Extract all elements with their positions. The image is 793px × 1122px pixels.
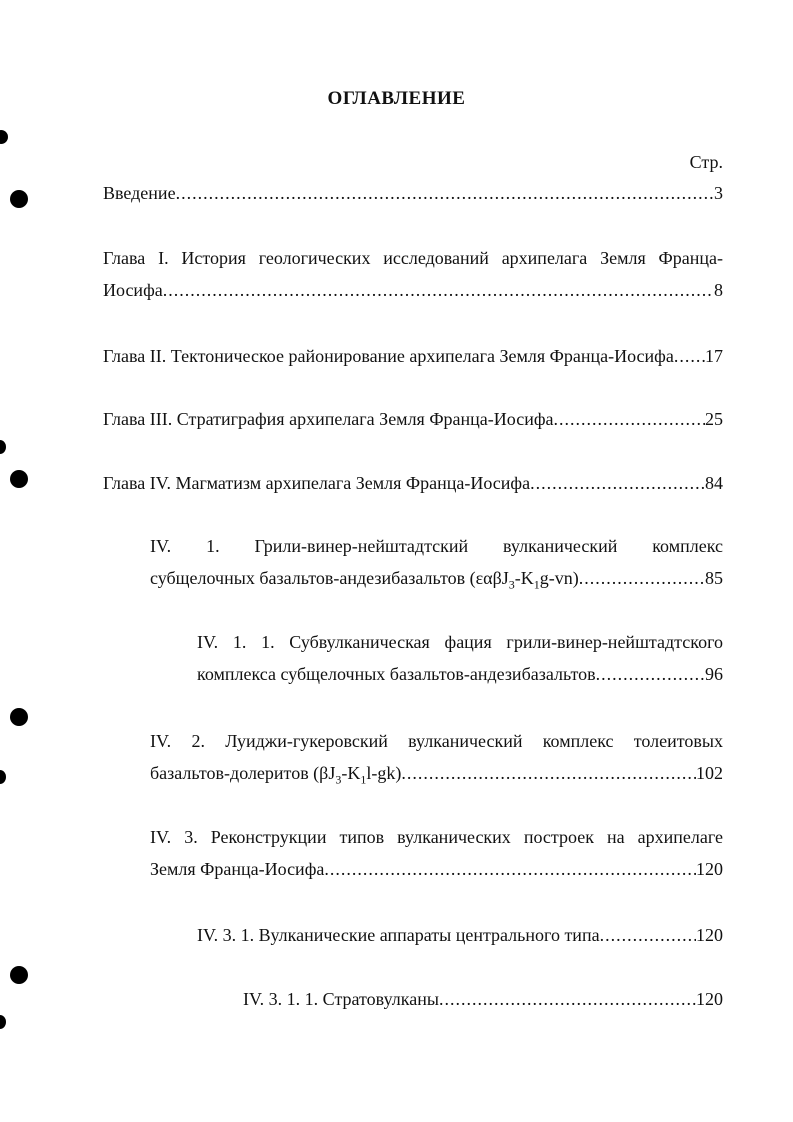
toc-entry-chapter-1[interactable] bbox=[103, 242, 723, 306]
binder-hole bbox=[10, 708, 28, 726]
page-number: 96 bbox=[705, 664, 723, 684]
page-number: 25 bbox=[705, 409, 723, 429]
toc-entry-section-4-1[interactable] bbox=[150, 530, 723, 594]
binder-hole bbox=[0, 770, 6, 784]
entry-text: Глава IV. Магматизм архипелага Земля Франца-Иосифа bbox=[103, 473, 531, 493]
entry-text: IV. 2. Луиджи-гукеровский вулканический комплекс толеитовых bbox=[150, 731, 723, 751]
dot-leader bbox=[674, 340, 705, 372]
entry-text: Глава II. Тектоническое районирование архипелага Земля Франца-Иосифа bbox=[103, 346, 674, 366]
entry-text: Введение bbox=[103, 183, 176, 203]
page-number: 3 bbox=[714, 183, 723, 203]
page-number: 120 bbox=[696, 989, 723, 1009]
page-column-label: Стр. bbox=[689, 152, 723, 172]
binder-hole bbox=[0, 1015, 6, 1029]
entry-text: Глава III. Стратиграфия архипелага Земля Франца-Иосифа bbox=[103, 409, 554, 429]
toc-entry-section-4-2[interactable] bbox=[150, 725, 723, 789]
entry-text: комплекса субщелочных базальтов-андезибазальтов bbox=[197, 664, 596, 684]
binder-hole bbox=[10, 966, 28, 984]
page-title: ОГЛАВЛЕНИЕ bbox=[327, 88, 466, 109]
dot-leader bbox=[579, 562, 705, 594]
toc-entry-section-4-3-1-1[interactable] bbox=[243, 983, 723, 1015]
dot-leader bbox=[600, 919, 696, 951]
binder-hole bbox=[0, 440, 6, 454]
entry-text: базальтов-долеритов $(\beta J_3-K_1l-gk)$ bbox=[150, 763, 402, 787]
entry-text: IV. 1. Грили-винер-нейштадтский вулканический комплекс bbox=[150, 536, 723, 556]
toc-entry-section-4-3-1[interactable] bbox=[197, 919, 723, 951]
binder-hole bbox=[10, 470, 28, 488]
toc-entry-chapter-2[interactable] bbox=[103, 340, 723, 372]
toc-entry-introduction[interactable] bbox=[103, 177, 723, 209]
dot-leader bbox=[401, 757, 696, 789]
entry-text: Иосифа bbox=[103, 280, 163, 300]
dot-leader bbox=[176, 177, 714, 209]
page-number: 120 bbox=[696, 859, 723, 879]
page-number: 84 bbox=[705, 473, 723, 493]
entry-text: Земля Франца-Иосифа bbox=[150, 859, 325, 879]
binder-hole bbox=[0, 130, 8, 144]
page-number: 120 bbox=[696, 925, 723, 945]
toc-entry-section-4-3[interactable] bbox=[150, 821, 723, 885]
page-number: 85 bbox=[705, 568, 723, 588]
toc-entry-chapter-4[interactable] bbox=[103, 467, 723, 499]
entry-text: субщелочных базальтов-андезибазальтов $(\varepsilon\alpha\beta J_3-K_1g-vn)$ bbox=[150, 568, 579, 592]
entry-text: IV. 3. 1. 1. Стратовулканы bbox=[243, 989, 439, 1009]
dot-leader bbox=[163, 274, 714, 306]
binder-hole bbox=[10, 190, 28, 208]
entry-text: IV. 3. Реконструкции типов вулканических построек на архипелаге bbox=[150, 827, 723, 847]
dot-leader bbox=[324, 853, 696, 885]
entry-text: Глава I. История геологических исследований архипелага Земля Франца- bbox=[103, 248, 723, 268]
entry-text: IV. 3. 1. Вулканические аппараты центрального типа bbox=[197, 925, 600, 945]
dot-leader bbox=[439, 983, 696, 1015]
toc-entry-chapter-3[interactable] bbox=[103, 403, 723, 435]
dot-leader bbox=[596, 658, 705, 690]
entry-text: IV. 1. 1. Субвулканическая фация грили-винер-нейштадтского bbox=[197, 632, 723, 652]
page-number: 17 bbox=[705, 346, 723, 366]
dot-leader bbox=[554, 403, 705, 435]
dot-leader bbox=[530, 467, 705, 499]
page-number: 8 bbox=[714, 280, 723, 300]
toc-entry-section-4-1-1[interactable] bbox=[197, 626, 723, 690]
page-number: 102 bbox=[696, 763, 723, 783]
